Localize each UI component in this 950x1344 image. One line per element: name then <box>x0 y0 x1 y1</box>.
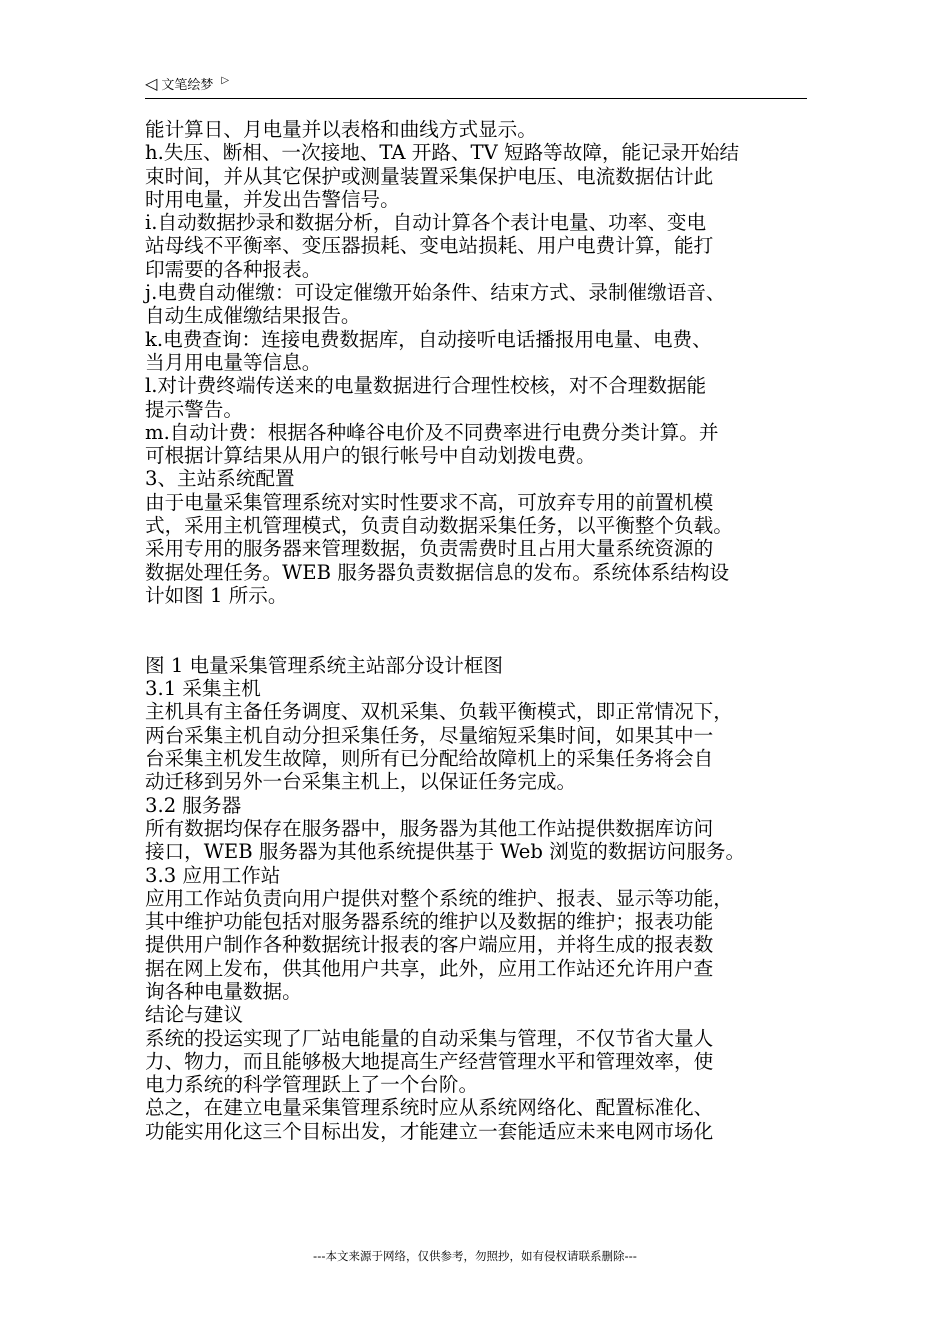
text-line: 自动生成催缴结果报告。 <box>145 304 361 328</box>
page-header <box>145 74 807 99</box>
header-brand <box>145 74 229 93</box>
section-heading: 3.3 应用工作站 <box>145 863 281 887</box>
text-line: 提供用户制作各种数据统计报表的客户端应用，并将生成的报表数 <box>145 933 714 957</box>
figure-caption: 图 1 电量采集管理系统主站部分设计框图 <box>145 653 504 677</box>
text-line: 询各种电量数据。 <box>145 979 302 1003</box>
text-line: 主机具有主备任务调度、双机采集、负载平衡模式，即正常情况下， <box>145 700 733 724</box>
text-line: 据在网上发布，供其他用户共享，此外，应用工作站还允许用户查 <box>145 956 714 980</box>
triangle-right-icon: ▷ <box>221 75 230 86</box>
text-line: 功能实用化这三个目标出发，才能建立一套能适应未来电网市场化 <box>145 1119 714 1143</box>
triangle-left-icon: ◁ <box>145 73 158 93</box>
text-line: k.电费查询：连接电费数据库，自动接听电话播报用电量、电费、 <box>145 327 712 351</box>
text-line: 力、物力，而且能够极大地提高生产经营管理水平和管理效率，使 <box>145 1049 714 1073</box>
text-line: 所有数据均保存在服务器中，服务器为其他工作站提供数据库访问 <box>145 816 714 840</box>
header-title: 文笔绘梦 <box>161 78 214 93</box>
section-heading: 3.1 采集主机 <box>145 677 261 701</box>
text-line: 接口，WEB 服务器为其他系统提供基于 Web 浏览的数据访问服务。 <box>145 840 746 864</box>
document-body <box>145 118 813 1143</box>
text-line: 束时间，并从其它保护或测量装置采集保护电压、电流数据估计此 <box>145 164 714 188</box>
paragraph-group-b <box>145 654 813 1143</box>
text-line: 两台采集主机自动分担采集任务，尽量缩短采集时间，如果其中一 <box>145 723 714 747</box>
text-line: 总之，在建立电量采集管理系统时应从系统网络化、配置标准化、 <box>145 1096 714 1120</box>
text-line: 计如图 1 所示。 <box>145 583 288 607</box>
section-heading: 3.2 服务器 <box>145 793 242 817</box>
text-line: 系统的投运实现了厂站电能量的自动采集与管理，不仅节省大量人 <box>145 1026 714 1050</box>
text-line: 应用工作站负责向用户提供对整个系统的维护、报表、显示等功能， <box>145 886 733 910</box>
text-line: 其中维护功能包括对服务器系统的维护以及数据的维护；报表功能 <box>145 910 714 934</box>
text-line: 由于电量采集管理系统对实时性要求不高，可放弃专用的前置机模 <box>145 490 714 514</box>
page-footer: ---本文来源于网络，仅供参考，勿照抄，如有侵权请联系删除--- <box>313 1249 637 1263</box>
text-line: h.失压、断相、一次接地、TA 开路、TV 短路等故障，能记录开始结 <box>145 141 740 165</box>
text-line: 提示警告。 <box>145 397 243 421</box>
text-line: 时用电量，并发出告警信号。 <box>145 187 400 211</box>
text-line: 数据处理任务。WEB 服务器负责数据信息的发布。系统体系结构设 <box>145 560 730 584</box>
text-line: j.电费自动催缴：可设定催缴开始条件、结束方式、录制催缴语音、 <box>145 281 726 305</box>
text-line: 电力系统的科学管理跃上了一个台阶。 <box>145 1073 479 1097</box>
text-line: i.自动数据抄录和数据分析，自动计算各个表计电量、功率、变电 <box>145 211 707 235</box>
text-line: 可根据计算结果从用户的银行帐号中自动划拨电费。 <box>145 444 596 468</box>
text-line: 动迁移到另外一台采集主机上，以保证任务完成。 <box>145 770 577 794</box>
text-line: 当月用电量等信息。 <box>145 350 322 374</box>
section-heading: 3、主站系统配置 <box>145 467 295 491</box>
text-line: 能计算日、月电量并以表格和曲线方式显示。 <box>145 118 537 141</box>
figure-gap <box>145 607 813 654</box>
text-line: m.自动计费：根据各种峰谷电价及不同费率进行电费分类计算。并 <box>145 420 719 444</box>
text-line: 台采集主机发生故障，则所有已分配给故障机上的采集任务将会自 <box>145 747 714 771</box>
text-line: 采用专用的服务器来管理数据，负责需费时且占用大量系统资源的 <box>145 537 714 561</box>
text-line: 站母线不平衡率、变压器损耗、变电站损耗、用户电费计算，能打 <box>145 234 714 258</box>
text-line: l.对计费终端传送来的电量数据进行合理性校核，对不合理数据能 <box>145 374 707 398</box>
text-line: 式，采用主机管理模式，负责自动数据采集任务，以平衡整个负载。 <box>145 514 733 538</box>
text-line: 印需要的各种报表。 <box>145 257 322 281</box>
section-heading: 结论与建议 <box>145 1003 243 1027</box>
paragraph-group-a <box>145 118 813 607</box>
